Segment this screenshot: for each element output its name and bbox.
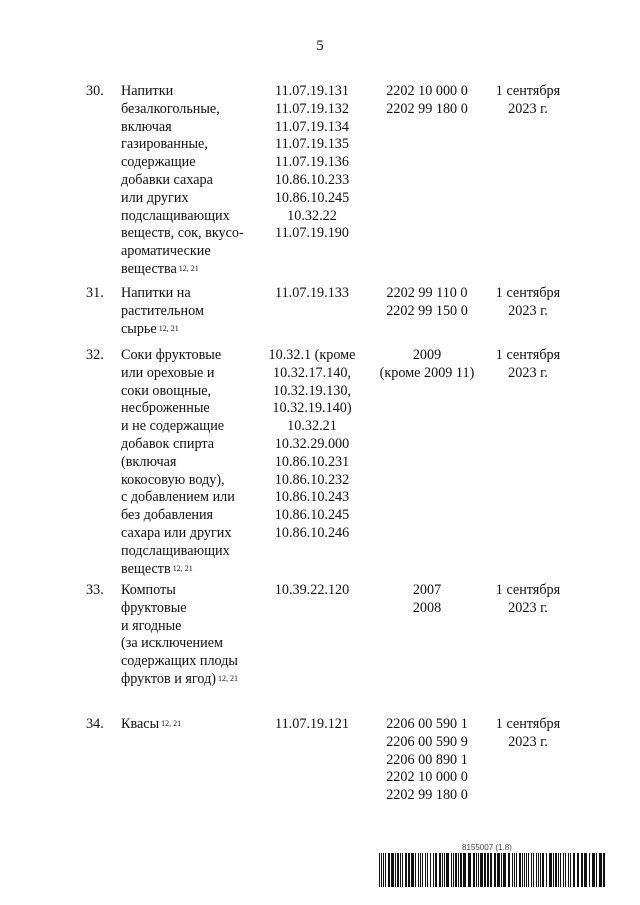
effective-date-line: 1 сентября bbox=[495, 285, 561, 301]
effective-date-line: 2023 г. bbox=[508, 599, 548, 616]
okpd-codes-line: 10.32.19.130, bbox=[272, 382, 352, 399]
product-name bbox=[121, 83, 261, 279]
okpd-codes-line: 11.07.19.132 bbox=[275, 100, 349, 117]
product-name-line: веществ, сок, вкусо- bbox=[121, 225, 244, 242]
product-name-line: веществ $^{12, 21}$ bbox=[121, 560, 193, 577]
okpd-codes bbox=[262, 347, 362, 543]
product-name-line: Напитки на bbox=[121, 285, 191, 301]
okpd-codes-line: 11.07.19.121 bbox=[275, 716, 349, 732]
product-name-line: Квасы $^{12, 21}$ bbox=[121, 716, 182, 732]
footnote-ref: 12, 21 bbox=[178, 263, 199, 273]
product-name-line: (за исключением bbox=[121, 635, 223, 652]
okpd-codes-line: 10.86.10.245 bbox=[274, 189, 350, 206]
product-name-line: подслащивающих bbox=[121, 542, 230, 559]
product-name bbox=[121, 347, 261, 578]
row-number: 32. bbox=[86, 347, 104, 363]
okpd-codes-line: 10.86.10.231 bbox=[274, 453, 350, 470]
product-name-line: кокосовую воду), bbox=[121, 471, 225, 488]
effective-date-line: 1 сентября bbox=[495, 716, 561, 732]
okpd-codes-line: 10.86.10.232 bbox=[274, 471, 350, 488]
okpd-codes-line: 10.86.10.246 bbox=[274, 524, 350, 541]
barcode-icon bbox=[379, 853, 605, 887]
product-name-line: и ягодные bbox=[121, 617, 182, 634]
tnved-codes-line: 2202 99 150 0 bbox=[386, 302, 468, 319]
tnved-codes-line: 2202 10 000 0 bbox=[386, 769, 468, 786]
effective-date-line: 1 сентября bbox=[495, 347, 561, 363]
product-name-line: соки овощные, bbox=[121, 382, 212, 399]
tnved-codes-line: 2206 00 590 9 bbox=[386, 733, 468, 750]
okpd-codes-line: 10.32.17.140, bbox=[272, 364, 352, 381]
okpd-codes bbox=[262, 285, 362, 303]
barcode-number: 8155007 (1.8) bbox=[462, 843, 512, 852]
footnote-ref: 12, 21 bbox=[218, 673, 239, 683]
effective-date-line: 2023 г. bbox=[508, 364, 548, 381]
effective-date-line: 2023 г. bbox=[508, 100, 548, 117]
product-name-line: включая bbox=[121, 118, 172, 135]
tnved-codes bbox=[372, 285, 482, 321]
page-number: 5 bbox=[316, 38, 324, 54]
effective-date bbox=[485, 285, 571, 321]
okpd-codes-line: 11.07.19.133 bbox=[275, 285, 349, 301]
okpd-codes bbox=[262, 716, 362, 734]
product-name-line: сахара или других bbox=[121, 524, 232, 541]
product-name bbox=[121, 716, 261, 734]
okpd-codes bbox=[262, 582, 362, 600]
product-name-line: подслащивающих bbox=[121, 207, 230, 224]
tnved-codes-line: 2202 99 110 0 bbox=[386, 285, 468, 301]
product-name bbox=[121, 285, 261, 338]
okpd-codes-line: 10.32.22 bbox=[287, 207, 337, 224]
tnved-codes-line: 2206 00 590 1 bbox=[386, 716, 468, 732]
product-name-line: или ореховые и bbox=[121, 364, 215, 381]
okpd-codes-line: 11.07.19.135 bbox=[275, 136, 349, 153]
product-name-line: фруктов и ягод) $^{12, 21}$ bbox=[121, 670, 239, 687]
product-name-line: добавки сахара bbox=[121, 171, 213, 188]
product-name-line: фруктовые bbox=[121, 599, 187, 616]
effective-date-line: 2023 г. bbox=[508, 733, 548, 750]
row-number: 34. bbox=[86, 716, 104, 732]
product-name-line: содержащих плоды bbox=[121, 653, 238, 670]
product-name-line: с добавлением или bbox=[121, 489, 235, 506]
product-name-line: газированные, bbox=[121, 136, 208, 153]
tnved-codes-line: 2007 bbox=[412, 582, 442, 598]
tnved-codes bbox=[372, 582, 482, 618]
product-name-line: безалкогольные, bbox=[121, 100, 220, 117]
okpd-codes-line: 10.86.10.245 bbox=[274, 507, 350, 524]
okpd-codes-line: 11.07.19.134 bbox=[275, 118, 349, 135]
tnved-codes bbox=[372, 716, 482, 805]
row-number: 31. bbox=[86, 285, 104, 301]
okpd-codes-line: 11.07.19.131 bbox=[275, 83, 349, 99]
tnved-codes-line: 2202 10 000 0 bbox=[386, 83, 468, 99]
effective-date bbox=[485, 83, 571, 119]
footnote-ref: 12, 21 bbox=[161, 719, 182, 728]
tnved-codes-line: 2009 bbox=[412, 347, 442, 363]
product-name-line: (включая bbox=[121, 453, 177, 470]
effective-date bbox=[485, 716, 571, 752]
product-name-line: растительном bbox=[121, 302, 204, 319]
footnote-ref: 12, 21 bbox=[172, 563, 193, 573]
product-name-line: несброженные bbox=[121, 400, 210, 417]
tnved-codes-line: 2202 99 180 0 bbox=[386, 787, 468, 804]
product-name-line: ароматические bbox=[121, 243, 211, 260]
okpd-codes-line: 10.86.10.243 bbox=[274, 489, 350, 506]
tnved-codes bbox=[372, 347, 482, 383]
okpd-codes-line: 11.07.19.136 bbox=[275, 154, 349, 171]
product-name bbox=[121, 582, 261, 689]
product-name-line: вещества $^{12, 21}$ bbox=[121, 260, 199, 277]
product-name-line: добавок спирта bbox=[121, 435, 215, 452]
tnved-codes-line: 2008 bbox=[412, 599, 442, 616]
effective-date-line: 2023 г. bbox=[508, 302, 548, 319]
product-name-line: содержащие bbox=[121, 154, 196, 171]
product-name-line: без добавления bbox=[121, 507, 214, 524]
okpd-codes-line: 10.86.10.233 bbox=[274, 171, 350, 188]
product-name-line: и не содержащие bbox=[121, 418, 225, 435]
tnved-codes bbox=[372, 83, 482, 119]
row-number: 30. bbox=[86, 83, 104, 99]
footnote-ref: 12, 21 bbox=[158, 323, 179, 333]
effective-date-line: 1 сентября bbox=[495, 582, 561, 598]
tnved-codes-line: (кроме 2009 11) bbox=[379, 364, 475, 381]
okpd-codes-line: 10.32.29.000 bbox=[274, 435, 350, 452]
tnved-codes-line: 2202 99 180 0 bbox=[386, 100, 468, 117]
okpd-codes-line: 10.32.21 bbox=[287, 418, 337, 435]
okpd-codes-line: 10.32.1 (кроме bbox=[268, 347, 356, 363]
effective-date bbox=[485, 582, 571, 618]
okpd-codes-line: 11.07.19.190 bbox=[275, 225, 349, 242]
effective-date-line: 1 сентября bbox=[495, 83, 561, 99]
product-name-line: Компоты bbox=[121, 582, 176, 598]
okpd-codes-line: 10.39.22.120 bbox=[274, 582, 350, 598]
okpd-codes-line: 10.32.19.140) bbox=[272, 400, 352, 417]
product-name-line: Напитки bbox=[121, 83, 174, 99]
tnved-codes-line: 2206 00 890 1 bbox=[386, 751, 468, 768]
product-name-line: сырье $^{12, 21}$ bbox=[121, 320, 179, 337]
product-name-line: Соки фруктовые bbox=[121, 347, 222, 363]
product-name-line: или других bbox=[121, 189, 189, 206]
row-number: 33. bbox=[86, 582, 104, 598]
effective-date bbox=[485, 347, 571, 383]
okpd-codes bbox=[262, 83, 362, 243]
